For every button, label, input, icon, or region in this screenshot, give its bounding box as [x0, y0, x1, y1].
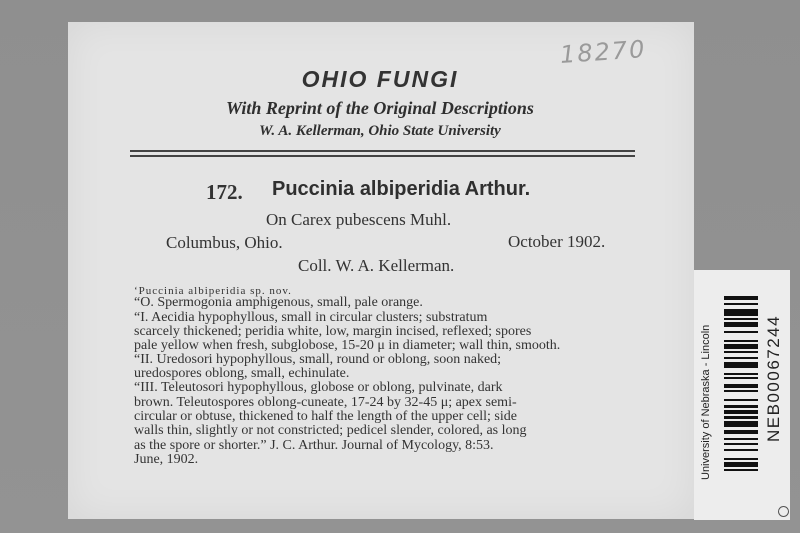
- collection-date: October 1902.: [508, 232, 606, 251]
- description-line: “II. Uredosori hypophyllous, small, round or oblong, soon naked;: [134, 352, 502, 367]
- barcode: [724, 296, 758, 476]
- host-plant: On Carex pubescens Muhl.: [266, 210, 452, 229]
- specimen-number: 172.: [206, 180, 243, 204]
- barcode-stripe: [724, 362, 758, 369]
- description-line: uredospores oblong, small, echinulate.: [134, 366, 350, 381]
- institution-name: [700, 460, 712, 480]
- barcode-stripe: [724, 309, 758, 316]
- description-line: as the spore or shorter.” J. C. Arthur. Journal of Mycology, 8:53.: [134, 438, 494, 453]
- barcode-stripe: [724, 333, 758, 340]
- description-line: ‘Puccinia albiperidia sp. nov.: [134, 285, 292, 297]
- handwritten-accession-number: 18270: [559, 35, 648, 69]
- barcode-stripe: [724, 392, 758, 399]
- label-title: OHIO FUNGI: [301, 66, 459, 92]
- collector: Coll. W. A. Kellerman.: [298, 256, 455, 275]
- divider-rule-top: [130, 150, 635, 152]
- label-author: W. A. Kellerman, Ohio State University: [259, 123, 501, 139]
- divider-rule-bottom: [130, 155, 635, 157]
- barcode-stripe: [724, 451, 758, 458]
- description-line: “III. Teleutosori hypophyllous, globose or oblong, pulvinate, dark: [134, 380, 503, 395]
- description-line: June, 1902.: [134, 452, 199, 467]
- description-line: “O. Spermogonia amphigenous, small, pale orange.: [134, 295, 423, 310]
- description-line: circular or obtuse, thickened to half the length of the upper cell; side: [134, 409, 517, 424]
- barcode-stripe: [724, 421, 758, 428]
- barcode-number: NEB00067244: [764, 314, 783, 442]
- registration-mark-icon: [778, 506, 789, 517]
- description-line: brown. Teleutospores oblong-cuneate, 17-24 by 32-45 μ; apex semi-: [134, 395, 517, 410]
- locality: Columbus, Ohio.: [166, 233, 283, 252]
- description-line: pale yellow when fresh, subglobose, 15-20 μ in diameter; wall thin, smooth.: [134, 338, 561, 353]
- species-name: Puccinia albiperidia Arthur.: [272, 178, 531, 200]
- description-line: scarcely thickened; peridia white, low, margin incised, reflexed; spores: [134, 324, 532, 339]
- label-subtitle: With Reprint of the Original Descriptions: [226, 98, 534, 118]
- description-line: “I. Aecidia hypophyllous, small in circular clusters; substratum: [134, 310, 488, 325]
- barcode-stripe: [724, 471, 758, 475]
- description-line: walls thin, slightly or not constricted; pedicel slender, colored, as long: [134, 423, 527, 438]
